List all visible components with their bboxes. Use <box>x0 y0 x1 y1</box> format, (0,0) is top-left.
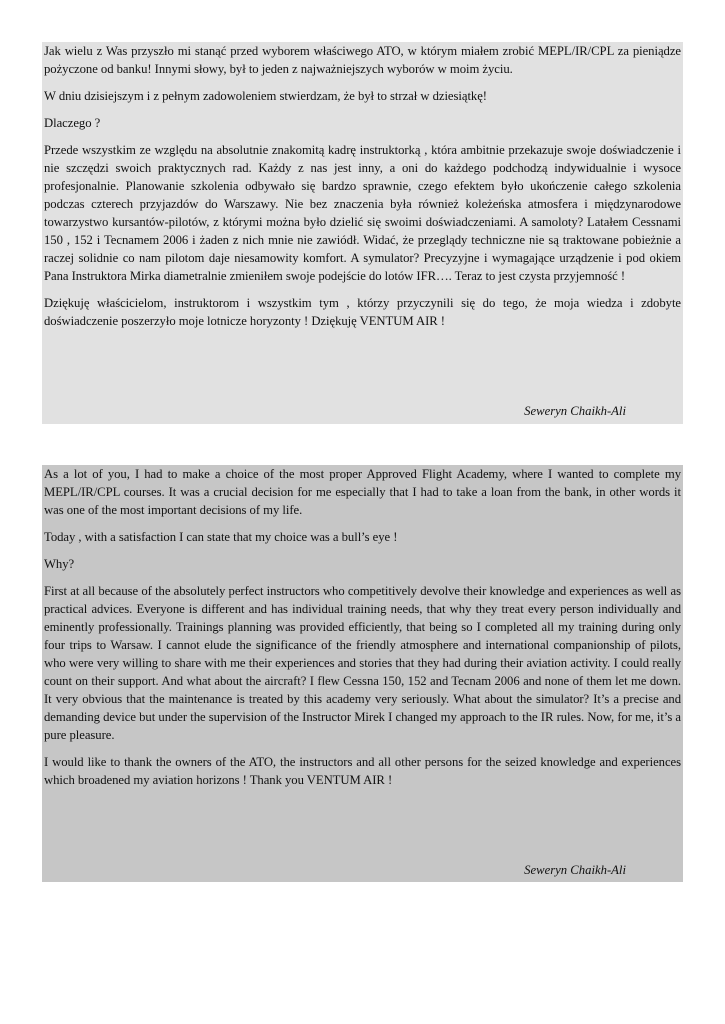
polish-paragraph-5: Dziękuję właścicielom, instruktorom i wszystkim tym , którzy przyczynili się do tego, że moja wiedza i zdobyte doświadczenie poszerzyło moje lotnicze horyzonty ! Dziękuję VENTUM AIR ! <box>44 296 681 328</box>
polish-paragraph-4: Przede wszystkim ze względu na absolutnie znakomitą kadrę instruktorką , która ambitnie przekazuje swoje doświadczenie i nie szczędzi swoich praktycznych rad. Każdy z nas jest inny, a oni do każdego podchodzą indywidualnie i wysoce profesjonalnie. Planowanie szkolenia odbywało się bardzo sprawnie, czego efektem było ukończenie całego szkolenia podczas czterech przyjazdów do Warszawy. Nie bez znaczenia była również koleżeńska atmosfera i międzynarodowe towarzystwo kursantów-pilotów, z którymi można było dzielić się swoimi doświadczeniami. A samoloty? Latałem Cessnami 150 , 152 i Tecnamem 2006 i żaden z nich mnie nie zawiódł. Widać, że przeglądy techniczne nie są traktowane pobieżnie a raczej solidnie co nam pilotom daje niesamowity komfort. A symulator? Precyzyjne i wymagające urządzenie i pod okiem Pana Instruktora Mirka diametralnie zmieniłem swoje podejście do lotów IFR…. Teraz to jest czysta przyjemność ! <box>44 143 681 283</box>
english-paragraph-5: I would like to thank the owners of the ATO, the instructors and all other persons for the seized knowledge and experiences which broadened my aviation horizons ! Thank you VENTUM AIR ! <box>44 755 681 787</box>
english-paragraph-3: Why? <box>44 557 75 571</box>
english-paragraph-4: First at all because of the absolutely perfect instructors who competitively devolve their knowledge and experiences as well as practical advices. Everyone is different and has individual training needs, that why they treat every person individually and eminently professionally. Trainings planning was provided efficiently, that being so I completed all my training during only four trips to Warsaw. I cannot elude the significance of the friendly atmosphere and international companionship of pilots, who were very willing to share with me their experiences and stories that they had during their aviation activity. I could really count on their support. And what about the aircraft? I flew Cessna 150, 152 and Tecnam 2006 and none of them let me down. It very obvious that the maintenance is treated by this academy very seriously. What about the simulator? It’s a precise and demanding device but under the supervision of the Instructor Mirek I changed my approach to the IR rules. Now, for me, it’s a pure pleasure. <box>44 584 681 742</box>
polish-signature: Seweryn Chaikh-Ali <box>524 404 626 418</box>
polish-paragraph-2: W dniu dzisiejszym i z pełnym zadowoleniem stwierdzam, że był to strzał w dziesiątkę! <box>44 89 487 103</box>
polish-paragraph-3: Dlaczego ? <box>44 116 101 130</box>
english-signature: Seweryn Chaikh-Ali <box>524 863 626 877</box>
polish-testimonial-box <box>42 42 683 424</box>
english-paragraph-2: Today , with a satisfaction I can state that my choice was a bull’s eye ! <box>44 530 398 544</box>
english-paragraph-1: As a lot of you, I had to make a choice of the most proper Approved Flight Academy, where I wanted to complete my MEPL/IR/CPL courses. It was a crucial decision for me especially that I had to take a loan from the bank, in other words it was one of the most important decisions of my life. <box>44 467 681 517</box>
english-testimonial-box <box>42 465 683 882</box>
polish-paragraph-1: Jak wielu z Was przyszło mi stanąć przed wyborem właściwego ATO, w którym miałem zrobić MEPL/IR/CPL za pieniądze pożyczone od banku! Innymi słowy, był to jeden z najważniejszych wyborów w moim życiu. <box>44 44 681 76</box>
